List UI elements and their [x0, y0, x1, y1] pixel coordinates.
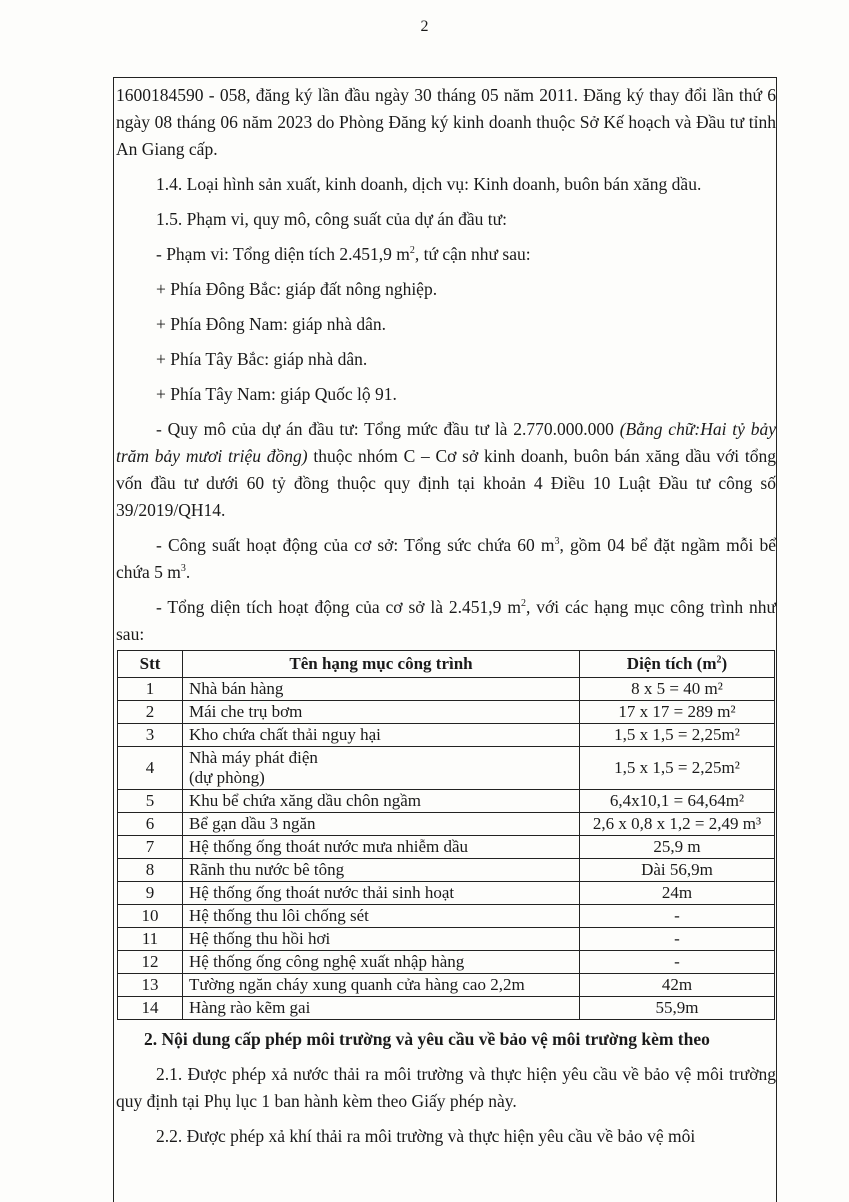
cell-name: Bể gạn dầu 3 ngăn: [183, 813, 580, 836]
cell-name: Hệ thống thu lôi chống sét: [183, 905, 580, 928]
cell-stt: 9: [118, 882, 183, 905]
cell-area: -: [580, 928, 775, 951]
cell-name: [183, 747, 580, 790]
cell-stt: 4: [118, 747, 183, 790]
page-number: 2: [420, 18, 429, 35]
cell-stt: 13: [118, 974, 183, 997]
section-2-heading: 2. Nội dung cấp phép môi trường và yêu cầu về bảo vệ môi trường kèm theo: [144, 1029, 710, 1049]
document-body: [116, 82, 776, 1150]
cell-stt: 3: [118, 724, 183, 747]
cell-name: Hệ thống ống thoát nước mưa nhiễm dầu: [183, 836, 580, 859]
table-row: [118, 859, 775, 882]
table-row: [118, 836, 775, 859]
table-row: [118, 790, 775, 813]
cell-stt: 8: [118, 859, 183, 882]
cell-name: Hệ thống ống thoát nước thải sinh hoạt: [183, 882, 580, 905]
cell-area: 1,5 x 1,5 = 2,25m²: [580, 724, 775, 747]
cell-name: Nhà bán hàng: [183, 678, 580, 701]
cell-area: -: [580, 951, 775, 974]
cell-stt: 12: [118, 951, 183, 974]
cell-stt: 11: [118, 928, 183, 951]
cell-stt: 6: [118, 813, 183, 836]
wastewater-paragraph: 2.1. Được phép xả nước thải ra môi trường và thực hiện yêu cầu về bảo vệ môi trường quy định tại Phụ lục 1 ban hành kèm theo Giấy phép này.: [116, 1064, 776, 1111]
cell-name: Tường ngăn cháy xung quanh cửa hàng cao 2,2m: [183, 974, 580, 997]
header-name: Tên hạng mục công trình: [183, 651, 580, 678]
cell-area: 17 x 17 = 289 m²: [580, 701, 775, 724]
cell-name: Kho chứa chất thải nguy hại: [183, 724, 580, 747]
capacity-paragraph: - Công suất hoạt động của cơ sở: Tổng sức chứa 60 $m^3$, gồm 04 bể đặt ngầm mỗi bể chứa 5 $m^3$.: [116, 535, 776, 582]
total-area-paragraph: - Tổng diện tích hoạt động của cơ sở là 2.451,9 $m^2$, với các hạng mục công trình như sau:: [116, 597, 776, 644]
cell-name: Hệ thống ống công nghệ xuất nhập hàng: [183, 951, 580, 974]
cell-area: 6,4x10,1 = 64,64m²: [580, 790, 775, 813]
cell-area: 24m: [580, 882, 775, 905]
cell-stt: 2: [118, 701, 183, 724]
cell-area: 8 x 5 = 40 m²: [580, 678, 775, 701]
cell-stt: 10: [118, 905, 183, 928]
table-row: [118, 905, 775, 928]
cell-area: 42m: [580, 974, 775, 997]
table-row: [118, 701, 775, 724]
boundary-northwest: + Phía Tây Bắc: giáp nhà dân.: [156, 349, 368, 369]
table-row: [118, 882, 775, 905]
table-row: [118, 928, 775, 951]
cell-name: Hàng rào kẽm gai: [183, 997, 580, 1020]
cell-name: Rãnh thu nước bê tông: [183, 859, 580, 882]
cell-area: 2,6 x 0,8 x 1,2 = 2,49 m³: [580, 813, 775, 836]
table-row: [118, 747, 775, 790]
table-header-row: [118, 651, 775, 678]
table-row: [118, 813, 775, 836]
scope-area-paragraph: - Phạm vi: Tổng diện tích 2.451,9 $m^2$, tứ cận như sau:: [156, 244, 531, 264]
cell-area: Dài 56,9m: [580, 859, 775, 882]
business-type-paragraph: 1.4. Loại hình sản xuất, kinh doanh, dịch vụ: Kinh doanh, buôn bán xăng dầu.: [156, 174, 702, 194]
cell-stt: 14: [118, 997, 183, 1020]
cell-name: Khu bể chứa xăng dầu chôn ngầm: [183, 790, 580, 813]
cell-stt: 7: [118, 836, 183, 859]
cell-area: 55,9m: [580, 997, 775, 1020]
works-table: [117, 650, 775, 1020]
exhaust-paragraph: 2.2. Được phép xả khí thải ra môi trường và thực hiện yêu cầu về bảo vệ môi: [156, 1126, 696, 1146]
header-area: Diện tích $(m^2)$: [580, 651, 775, 678]
registration-paragraph: 1600184590 - 058, đăng ký lần đầu ngày 30 tháng 05 năm 2011. Đăng ký thay đổi lần thứ 6 ngày 08 tháng 06 năm 2023 do Phòng Đăng ký kinh doanh thuộc Sở Kế hoạch và Đầu tư tỉnh An Giang cấp.: [116, 85, 776, 159]
cell-name-line: (dự phòng): [189, 768, 265, 787]
header-stt: Stt: [118, 651, 183, 678]
cell-area: 25,9 m: [580, 836, 775, 859]
table-body: [118, 678, 775, 1020]
cell-name: Mái che trụ bơm: [183, 701, 580, 724]
boundary-southeast: + Phía Đông Nam: giáp nhà dân.: [156, 314, 387, 334]
table-row: [118, 974, 775, 997]
cell-stt: 5: [118, 790, 183, 813]
cell-name: Hệ thống thu hồi hơi: [183, 928, 580, 951]
investment-scale-paragraph: - Quy mô của dự án đầu tư: Tổng mức đầu tư là 2.770.000.000 (Bằng chữ:Hai tỷ bảy trăm bảy mươi triệu đồng) thuộc nhóm C – Cơ sở kinh doanh, buôn bán xăng dầu với tổng vốn đầu tư dưới 60 tỷ đồng thuộc quy định tại khoản 4 Điều 10 Luật Đầu tư công số 39/2019/QH14.: [116, 419, 776, 520]
cell-name-line: Nhà máy phát điện: [189, 748, 318, 767]
table-row: [118, 997, 775, 1020]
cell-area: 1,5 x 1,5 = 2,25m²: [580, 747, 775, 790]
table-row: [118, 724, 775, 747]
boundary-southwest: + Phía Tây Nam: giáp Quốc lộ 91.: [156, 384, 397, 404]
scope-heading: 1.5. Phạm vi, quy mô, công suất của dự án đầu tư:: [156, 209, 507, 229]
boundary-northeast: + Phía Đông Bắc: giáp đất nông nghiệp.: [156, 279, 438, 299]
table-row: [118, 951, 775, 974]
cell-stt: 1: [118, 678, 183, 701]
table-row: [118, 678, 775, 701]
cell-area: -: [580, 905, 775, 928]
